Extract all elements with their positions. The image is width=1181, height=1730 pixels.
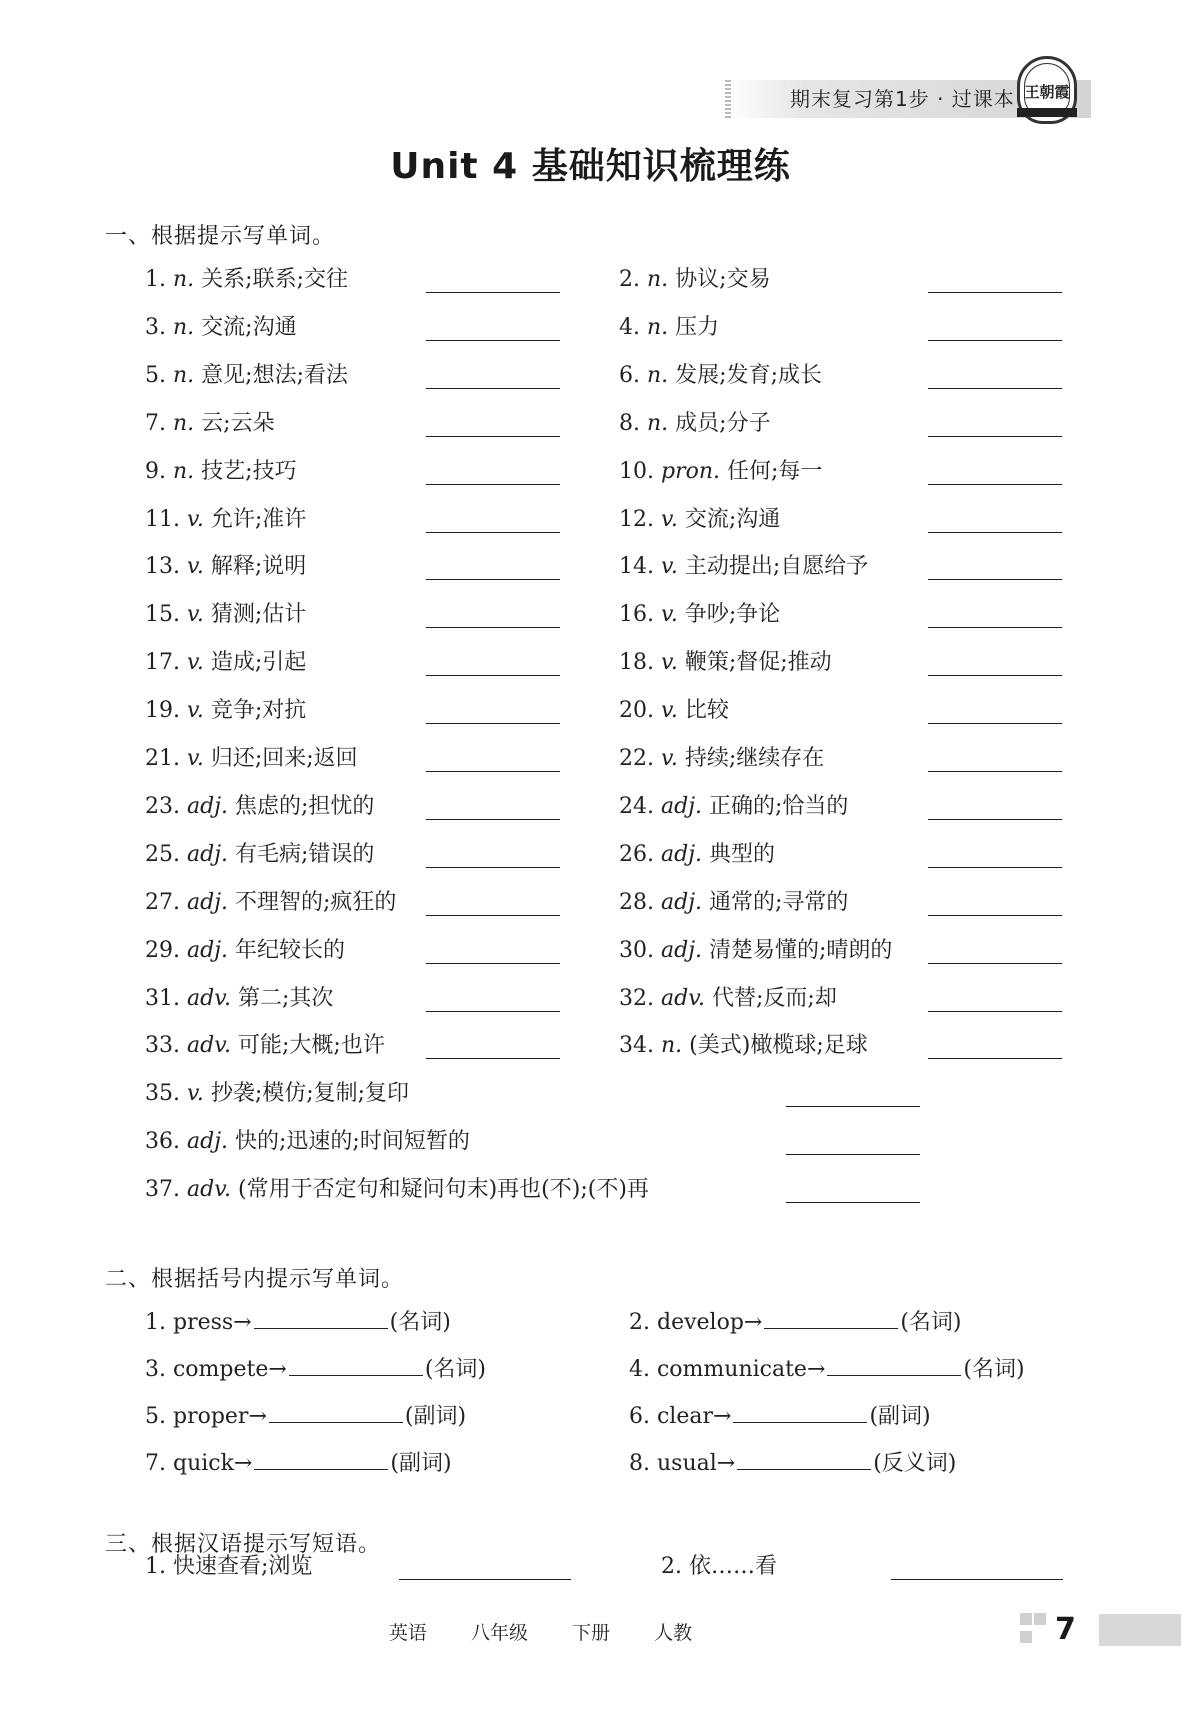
- part-of-speech: n.: [173, 314, 195, 340]
- item-hint: 可能;大概;也许: [238, 1033, 385, 1059]
- part-of-speech: n.: [173, 458, 195, 484]
- word-item-12: [619, 502, 780, 533]
- word-item-14: [619, 549, 868, 580]
- answer-blank-33[interactable]: [426, 1058, 560, 1059]
- derivation-item-4: [629, 1352, 1025, 1383]
- answer-blank[interactable]: [269, 1402, 403, 1423]
- part-of-speech: n.: [647, 410, 669, 436]
- item-hint: 正确的;恰当的: [709, 793, 849, 819]
- answer-blank-17[interactable]: [426, 675, 560, 676]
- item-number: 33.: [145, 1033, 180, 1059]
- item-number: 35.: [145, 1081, 180, 1107]
- part-of-speech: v.: [661, 602, 678, 628]
- answer-blank-36[interactable]: [786, 1154, 920, 1155]
- item-hint: 云;云朵: [201, 410, 275, 436]
- part-of-speech: v.: [187, 554, 204, 580]
- answer-blank-34[interactable]: [928, 1058, 1062, 1059]
- item-hint: 允许;准许: [210, 506, 307, 532]
- footer-subject: 英语: [388, 1622, 427, 1644]
- word-item-37: [145, 1172, 649, 1203]
- phrase-answer-blank-2[interactable]: [891, 1579, 1063, 1580]
- section-3-heading: 三、根据汉语提示写短语。: [105, 1532, 382, 1557]
- answer-blank-19[interactable]: [426, 723, 560, 724]
- answer-blank-20[interactable]: [928, 723, 1062, 724]
- item-hint: 争吵;争论: [684, 602, 781, 628]
- item-number: 20.: [619, 698, 654, 724]
- answer-blank-10[interactable]: [928, 484, 1062, 485]
- word-item-24: [619, 789, 848, 820]
- item-number: 24.: [619, 793, 654, 819]
- item-number: 27.: [145, 889, 180, 915]
- derivation-base-word: 4. communicate→: [629, 1357, 826, 1382]
- answer-blank-1[interactable]: [426, 292, 560, 293]
- word-item-19: [145, 693, 306, 724]
- word-item-26: [619, 837, 775, 868]
- answer-blank-31[interactable]: [426, 1011, 560, 1012]
- section-1-heading: 一、根据提示写单词。: [105, 224, 336, 249]
- part-of-speech: v.: [187, 698, 204, 724]
- answer-blank-14[interactable]: [928, 579, 1062, 580]
- answer-blank-35[interactable]: [786, 1106, 920, 1107]
- answer-blank-5[interactable]: [426, 388, 560, 389]
- item-number: 13.: [145, 554, 180, 580]
- part-of-speech: adj.: [661, 937, 703, 963]
- part-of-speech: adj.: [187, 841, 229, 867]
- derivation-item-7: [145, 1446, 452, 1477]
- derivation-hint: (副词): [404, 1404, 467, 1429]
- item-hint: 关系;联系;交往: [201, 267, 348, 292]
- derivation-hint: (名词): [963, 1357, 1025, 1382]
- item-hint: 成员;分子: [675, 410, 771, 436]
- word-item-23: [145, 789, 374, 820]
- part-of-speech: adj.: [661, 793, 703, 819]
- part-of-speech: v.: [661, 554, 678, 580]
- word-item-21: [145, 741, 358, 772]
- header-banner-text: 期末复习第1步 · 过课本: [790, 87, 1015, 111]
- item-number: 25.: [145, 841, 180, 867]
- word-item-18: [619, 645, 832, 676]
- part-of-speech: v.: [661, 650, 678, 676]
- word-item-35: [145, 1076, 409, 1107]
- word-item-15: [145, 597, 306, 628]
- derivation-hint: (副词): [869, 1404, 931, 1429]
- answer-blank-3[interactable]: [426, 340, 560, 341]
- item-hint: 压力: [675, 314, 720, 340]
- part-of-speech: adj.: [661, 841, 703, 867]
- part-of-speech: adj.: [187, 937, 229, 963]
- derivation-item-6: [629, 1399, 931, 1430]
- item-hint: 代替;反而;却: [712, 985, 837, 1011]
- item-hint: 交流;沟通: [201, 314, 297, 340]
- part-of-speech: n.: [647, 314, 669, 340]
- item-hint: 发展;发育;成长: [675, 362, 822, 388]
- derivation-base-word: 5. proper→: [145, 1404, 267, 1429]
- part-of-speech: n.: [647, 267, 669, 292]
- answer-blank-2[interactable]: [928, 292, 1062, 293]
- item-hint: 任何;每一: [727, 458, 823, 484]
- word-item-5: [145, 358, 348, 389]
- item-hint: 不理智的;疯狂的: [235, 889, 397, 915]
- item-hint: 交流;沟通: [684, 506, 781, 532]
- phrase-hint: 2. 依……看: [661, 1554, 777, 1579]
- word-item-29: [145, 933, 345, 964]
- word-item-31: [145, 981, 333, 1012]
- item-number: 23.: [145, 793, 180, 819]
- word-item-13: [145, 549, 306, 580]
- answer-blank[interactable]: [289, 1355, 423, 1376]
- item-number: 7.: [145, 410, 166, 436]
- answer-blank-13[interactable]: [426, 579, 560, 580]
- item-number: 5.: [145, 362, 166, 388]
- page-number-tab: [1099, 1614, 1181, 1646]
- word-item-25: [145, 837, 374, 868]
- item-hint: 解释;说明: [210, 554, 307, 580]
- item-number: 3.: [145, 314, 166, 340]
- derivation-base-word: 2. develop→: [629, 1310, 763, 1335]
- item-number: 37.: [145, 1177, 180, 1203]
- part-of-speech: v.: [661, 506, 678, 532]
- part-of-speech: adv.: [187, 985, 232, 1011]
- answer-blank-16[interactable]: [928, 627, 1062, 628]
- item-number: 10.: [619, 458, 654, 484]
- item-number: 14.: [619, 554, 654, 580]
- derivation-hint: (名词): [389, 1310, 451, 1335]
- item-number: 18.: [619, 650, 654, 676]
- derivation-base-word: 3. compete→: [145, 1357, 287, 1382]
- answer-blank-24[interactable]: [928, 819, 1062, 820]
- part-of-speech: n.: [647, 362, 669, 388]
- page-title: Unit 4 基础知识梳理练: [390, 146, 791, 187]
- word-item-6: [619, 358, 822, 389]
- answer-blank-32[interactable]: [928, 1011, 1062, 1012]
- word-item-34: [619, 1028, 868, 1059]
- answer-blank-28[interactable]: [928, 915, 1062, 916]
- word-item-22: [619, 741, 824, 772]
- answer-blank[interactable]: [254, 1449, 388, 1470]
- part-of-speech: n.: [173, 410, 195, 436]
- part-of-speech: n.: [173, 362, 195, 388]
- derivation-hint: (反义词): [873, 1451, 957, 1476]
- page-corner-decoration: [1020, 1613, 1048, 1645]
- part-of-speech: adj.: [187, 889, 229, 915]
- word-item-7: [145, 406, 275, 437]
- item-number: 8.: [619, 410, 640, 436]
- answer-blank[interactable]: [737, 1449, 871, 1470]
- item-number: 22.: [619, 746, 654, 771]
- item-hint: 猜测;估计: [210, 602, 307, 628]
- derivation-base-word: 7. quick→: [145, 1451, 253, 1476]
- publisher-seal-icon: 王朝霞: [1017, 56, 1077, 124]
- answer-blank-26[interactable]: [928, 867, 1062, 868]
- part-of-speech: adv.: [187, 1177, 232, 1203]
- item-hint: 竞争;对抗: [210, 698, 307, 724]
- derivation-item-8: [629, 1446, 956, 1477]
- item-number: 34.: [619, 1033, 654, 1059]
- word-item-17: [145, 645, 306, 676]
- item-hint: 焦虑的;担忧的: [235, 793, 375, 819]
- item-number: 19.: [145, 698, 180, 724]
- item-hint: 鞭策;督促;推动: [684, 650, 832, 676]
- item-number: 31.: [145, 985, 180, 1011]
- page-number: 7: [1055, 1612, 1076, 1647]
- answer-blank-4[interactable]: [928, 340, 1062, 341]
- part-of-speech: adv.: [187, 1033, 232, 1059]
- item-hint: 比较: [684, 698, 729, 724]
- word-item-28: [619, 885, 848, 916]
- answer-blank-11[interactable]: [426, 532, 560, 533]
- answer-blank[interactable]: [764, 1308, 898, 1329]
- part-of-speech: adv.: [661, 985, 706, 1011]
- answer-blank-18[interactable]: [928, 675, 1062, 676]
- part-of-speech: adj.: [661, 889, 703, 915]
- word-item-27: [145, 885, 396, 916]
- derivation-hint: (名词): [900, 1310, 962, 1335]
- word-item-2: [619, 262, 771, 293]
- answer-blank-30[interactable]: [928, 963, 1062, 964]
- answer-blank[interactable]: [733, 1402, 867, 1423]
- derivation-base-word: 8. usual→: [629, 1451, 736, 1476]
- item-number: 2.: [619, 267, 640, 292]
- phrase-hint: 1. 快速查看;浏览: [145, 1554, 313, 1579]
- item-number: 21.: [145, 746, 180, 771]
- derivation-item-3: [145, 1352, 486, 1383]
- derivation-hint: (名词): [424, 1357, 486, 1382]
- word-item-11: [145, 502, 306, 533]
- item-hint: (美式)橄榄球;足球: [689, 1033, 868, 1059]
- answer-blank-29[interactable]: [426, 963, 560, 964]
- part-of-speech: n.: [661, 1033, 683, 1059]
- part-of-speech: v.: [187, 1081, 204, 1107]
- item-hint: 典型的: [709, 841, 776, 867]
- derivation-base-word: 6. clear→: [629, 1404, 732, 1429]
- derivation-hint: (副词): [390, 1451, 452, 1476]
- answer-blank-37[interactable]: [786, 1202, 920, 1203]
- part-of-speech: v.: [187, 602, 204, 628]
- word-item-10: [619, 454, 822, 485]
- footer-edition: 人教: [654, 1622, 693, 1644]
- part-of-speech: v.: [661, 746, 678, 771]
- word-item-16: [619, 597, 780, 628]
- answer-blank-25[interactable]: [426, 867, 560, 868]
- answer-blank-9[interactable]: [426, 484, 560, 485]
- footer-volume: 下册: [572, 1622, 611, 1644]
- item-hint: (常用于否定句和疑问句末)再也(不);(不)再: [238, 1177, 649, 1203]
- item-number: 15.: [145, 602, 180, 628]
- item-hint: 年纪较长的: [235, 937, 346, 963]
- phrase-item-2: [661, 1549, 777, 1580]
- item-hint: 造成;引起: [210, 650, 307, 676]
- phrase-answer-blank-1[interactable]: [399, 1579, 571, 1580]
- item-hint: 持续;继续存在: [684, 746, 825, 771]
- footer-info: [0, 1618, 1081, 1645]
- derivation-item-5: [145, 1399, 466, 1430]
- item-number: 26.: [619, 841, 654, 867]
- part-of-speech: adj.: [187, 1129, 229, 1155]
- answer-blank[interactable]: [254, 1308, 388, 1329]
- derivation-base-word: 1. press→: [145, 1310, 252, 1335]
- answer-blank-21[interactable]: [426, 771, 560, 772]
- item-hint: 意见;想法;看法: [201, 362, 348, 388]
- answer-blank-27[interactable]: [426, 915, 560, 916]
- item-hint: 归还;回来;返回: [210, 746, 358, 771]
- word-item-1: [145, 262, 348, 293]
- item-number: 11.: [145, 506, 180, 532]
- item-hint: 技艺;技巧: [201, 458, 297, 484]
- item-number: 30.: [619, 937, 654, 963]
- item-hint: 协议;交易: [675, 267, 771, 292]
- item-hint: 抄袭;模仿;复制;复印: [210, 1081, 410, 1107]
- word-item-32: [619, 981, 837, 1012]
- item-hint: 有毛病;错误的: [235, 841, 375, 867]
- answer-blank-7[interactable]: [426, 436, 560, 437]
- answer-blank-23[interactable]: [426, 819, 560, 820]
- item-number: 1.: [145, 267, 166, 292]
- item-number: 12.: [619, 506, 654, 532]
- section-2-heading: 二、根据括号内提示写单词。: [105, 1267, 405, 1292]
- item-number: 17.: [145, 650, 180, 676]
- word-item-9: [145, 454, 297, 485]
- item-number: 9.: [145, 458, 166, 484]
- answer-blank-8[interactable]: [928, 436, 1062, 437]
- part-of-speech: v.: [187, 650, 204, 676]
- answer-blank[interactable]: [827, 1355, 961, 1376]
- derivation-item-2: [629, 1305, 962, 1336]
- word-item-4: [619, 310, 719, 341]
- part-of-speech: v.: [187, 746, 204, 771]
- part-of-speech: n.: [173, 267, 195, 292]
- word-item-30: [619, 933, 892, 964]
- word-item-8: [619, 406, 771, 437]
- derivation-item-1: [145, 1305, 451, 1336]
- answer-blank-6[interactable]: [928, 388, 1062, 389]
- item-hint: 第二;其次: [238, 985, 334, 1011]
- item-number: 29.: [145, 937, 180, 963]
- answer-blank-22[interactable]: [928, 771, 1062, 772]
- item-number: 6.: [619, 362, 640, 388]
- item-hint: 清楚易懂的;晴朗的: [709, 937, 893, 963]
- item-number: 4.: [619, 314, 640, 340]
- answer-blank-12[interactable]: [928, 532, 1062, 533]
- answer-blank-15[interactable]: [426, 627, 560, 628]
- item-hint: 快的;迅速的;时间短暂的: [235, 1129, 470, 1155]
- part-of-speech: v.: [661, 698, 678, 724]
- word-item-33: [145, 1028, 385, 1059]
- item-number: 16.: [619, 602, 654, 628]
- word-item-36: [145, 1124, 470, 1155]
- phrase-item-1: [145, 1549, 312, 1580]
- word-item-20: [619, 693, 729, 724]
- item-hint: 主动提出;自愿给予: [684, 554, 869, 580]
- part-of-speech: v.: [187, 506, 204, 532]
- item-number: 32.: [619, 985, 654, 1011]
- word-item-3: [145, 310, 297, 341]
- footer-grade: 八年级: [470, 1622, 528, 1644]
- part-of-speech: pron.: [661, 458, 721, 484]
- part-of-speech: adj.: [187, 793, 229, 819]
- item-hint: 通常的;寻常的: [709, 889, 849, 915]
- item-number: 28.: [619, 889, 654, 915]
- item-number: 36.: [145, 1129, 180, 1155]
